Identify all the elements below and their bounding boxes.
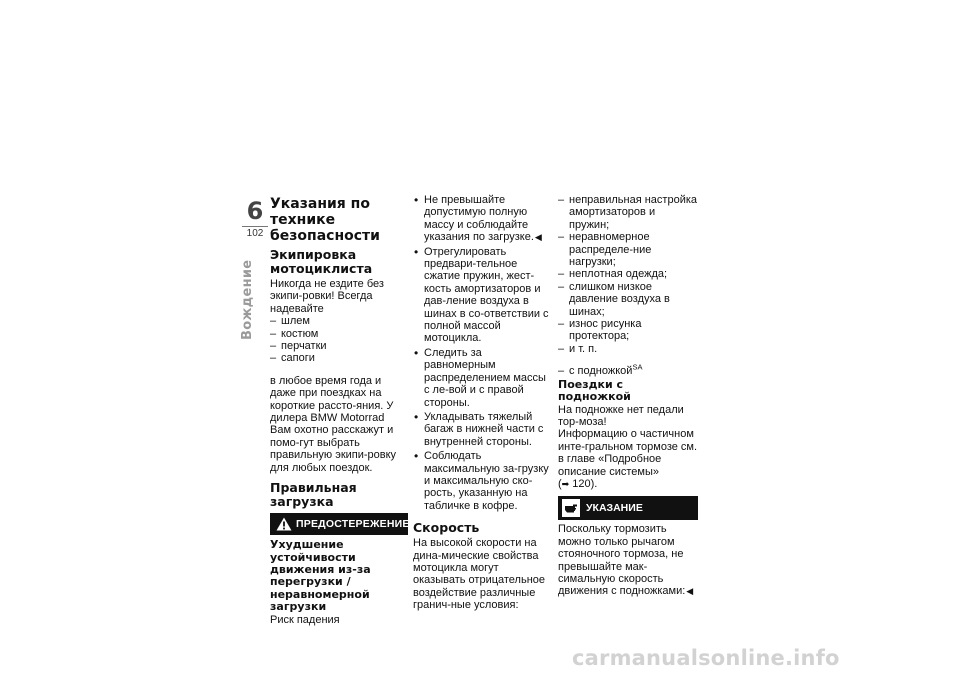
chapter-side-label: Вождение [240, 259, 255, 340]
load-bullets [413, 194, 550, 512]
footrest-heading: Поездки с подножкой [558, 377, 631, 404]
column-1 [270, 194, 408, 626]
column-3 [558, 194, 698, 598]
note-label: УКАЗАНИЕ [586, 502, 643, 515]
special-accessory-sup: SA [632, 362, 643, 372]
note-text: Поскольку тормозить можно только рычагом стояночного тормоза, не превышайте мак-симальную скорость движения с подножками:◀ [558, 523, 694, 598]
gear-intro: Никогда не ездите без экипи-ровки! Всегда надевайте [270, 278, 384, 315]
warning-triangle-icon [276, 513, 292, 535]
warning-text: Риск падения [270, 613, 340, 626]
warning-title: Ухудшение устойчивости движения из-за перегрузки / неравномерной загрузки [270, 538, 371, 614]
chapter-number: 6 [246, 197, 264, 225]
list-item: – износ рисунка протектора; [558, 318, 698, 343]
speed-heading: Скорость [413, 520, 480, 536]
list-item: – костюм [270, 328, 408, 340]
list-item: • Укладывать тяжелый багаж в нижней части с внутренней стороны. [413, 411, 550, 448]
warning-label: ПРЕДОСТЕРЕЖЕНИЕ [296, 517, 410, 530]
footrest-text: На подножке нет педали тор-моза! [558, 403, 684, 428]
list-item: – и т. п. [558, 343, 698, 355]
list-item: – неравномерное распределе-ние нагрузки; [558, 231, 698, 268]
speed-text: На высокой скорости на дина-мические свойства мотоцикла могут оказывать отрицательное воздействие различные гранич-ные условия: [413, 537, 546, 612]
watermark: carmanualsonline.info [572, 646, 840, 670]
gear-heading: Экипировка мотоциклиста [270, 247, 373, 276]
note-banner [558, 496, 698, 520]
list-item: – сапоги [270, 352, 408, 364]
list-item: • Не превышайте допустимую полную массу и соблюдайте указания по загрузке.◀ [413, 194, 550, 244]
gear-text: в любое время года и даже при поездках на короткие рассто-яния. У дилера BMW Motorrad Вам охотно расскажут и помо-гут выбрать правильную экипи-ровку для любых поездок. [270, 374, 397, 474]
list-item: • Соблюдать максимальную за-грузку и максимальную ско-рость, указанную на табличке в кофре. [413, 450, 550, 512]
list-item: – неплотная одежда; [558, 268, 698, 280]
end-marker-icon: ◀ [534, 232, 542, 243]
page-reference: (➡ 120). [558, 477, 598, 490]
list-item: – неправильная настройка амортизаторов и пружин; [558, 194, 698, 231]
pointing-hand-icon [562, 499, 580, 517]
gear-list [270, 315, 408, 365]
list-item: – слишком низкое давление воздуха в шинах; [558, 281, 698, 318]
chapter-tab [242, 198, 268, 239]
list-item: – с подножкой$^{SA}$ [558, 365, 698, 377]
page-number: 102 [242, 226, 268, 239]
footrest-condition [558, 362, 698, 378]
load-heading: Правильная загрузка [270, 480, 357, 510]
arrow-right-icon: ➡ [561, 478, 570, 489]
list-item: – перчатки [270, 340, 408, 352]
section-title: Указания по технике безопасности [270, 196, 380, 244]
list-item: • Следить за равномерным распределением массы с ле-вой и с правой стороны. [413, 347, 550, 409]
column-2 [413, 194, 550, 612]
list-item: – шлем [270, 315, 408, 327]
warning-banner [270, 513, 408, 535]
list-item: • Отрегулировать предвари-тельное сжатие пружин, жест-кость амортизаторов и дав-ление воздуха в шинах в со-ответствии с полной массой мотоцикла. [413, 246, 550, 345]
conditions-list [558, 194, 698, 355]
info-text: Информацию о частичном инте-гральном тормозе см. в главе «Подробное описание системы» [558, 428, 698, 478]
end-marker-icon: ◀ [686, 586, 694, 597]
